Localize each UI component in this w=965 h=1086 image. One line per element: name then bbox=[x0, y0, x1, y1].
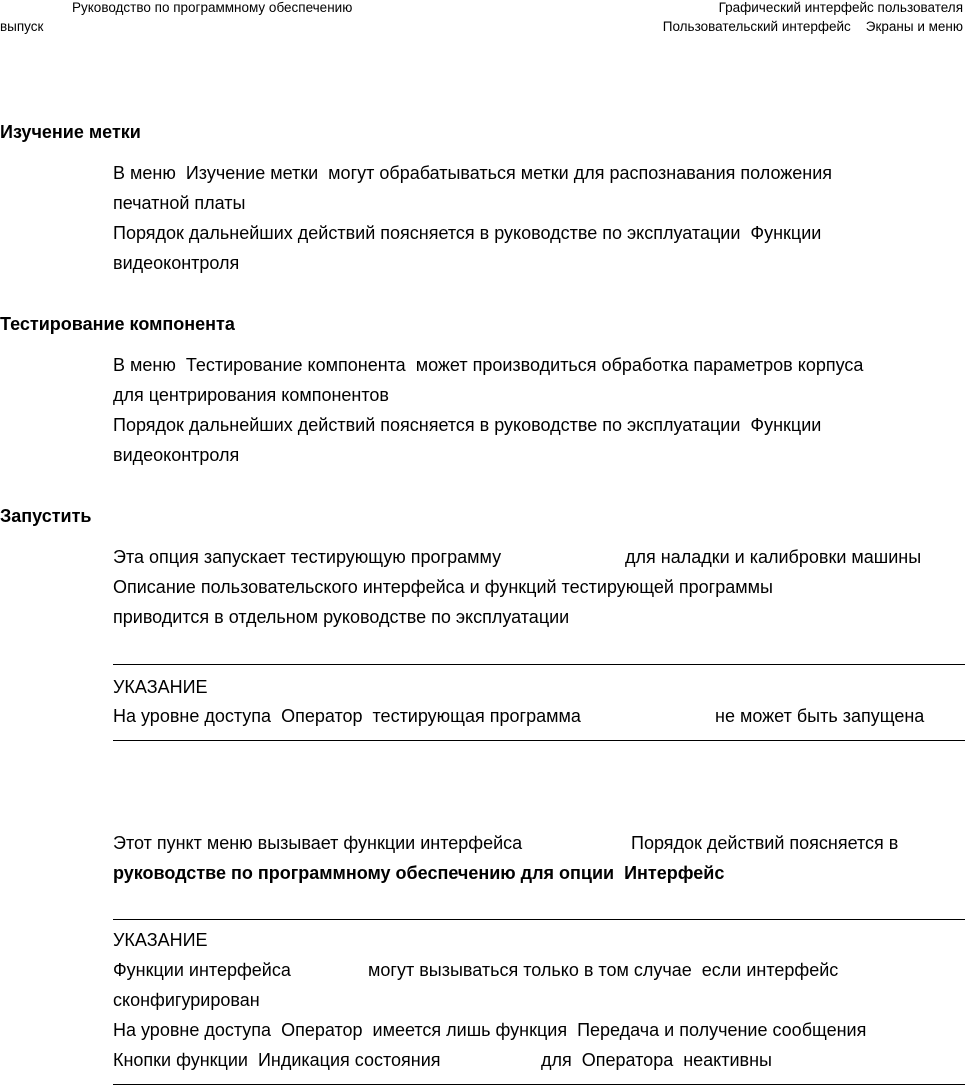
note-label: УКАЗАНИЕ bbox=[113, 930, 208, 950]
paragraph-line: Порядок дальнейших действий поясняется в руководстве по эксплуатации Функции bbox=[113, 415, 822, 435]
paragraph-line: для центрирования компонентов bbox=[113, 385, 389, 405]
note-line: На уровне доступа Оператор тестирующая программа bbox=[113, 706, 581, 726]
paragraph-line: Порядок действий поясняется в bbox=[631, 833, 899, 853]
paragraph-line-bold: руководстве по программному обеспечению для опции Интерфейс bbox=[113, 863, 725, 883]
note-bottom-rule bbox=[113, 1084, 965, 1085]
paragraph-line: В меню Изучение метки могут обрабатываться метки для распознавания положения bbox=[113, 163, 833, 183]
note-line: могут вызываться только в том случае если интерфейс bbox=[368, 960, 839, 980]
header-document-title: Руководство по программному обеспечению bbox=[72, 0, 353, 15]
note-bottom-rule bbox=[113, 740, 965, 741]
paragraph-line: приводится в отдельном руководстве по эксплуатации bbox=[113, 607, 570, 627]
note-line: Кнопки функции Индикация состояния bbox=[113, 1050, 441, 1070]
note-line: сконфигурирован bbox=[113, 990, 260, 1010]
paragraph-line: Описание пользовательского интерфейса и функций тестирующей программы bbox=[113, 577, 773, 597]
note-top-rule bbox=[113, 919, 965, 920]
note-label: УКАЗАНИЕ bbox=[113, 677, 208, 697]
paragraph-line: для наладки и калибровки машины bbox=[625, 547, 922, 567]
note-line: На уровне доступа Оператор имеется лишь функция Передача и получение сообщения bbox=[113, 1020, 867, 1040]
note-line: Функции интерфейса bbox=[113, 960, 291, 980]
note-top-rule bbox=[113, 664, 965, 665]
paragraph-line: видеоконтроля bbox=[113, 445, 240, 465]
note-line: для Оператора неактивны bbox=[541, 1050, 772, 1070]
paragraph-line: В меню Тестирование компонента может производиться обработка параметров корпуса bbox=[113, 355, 864, 375]
section-heading: Изучение метки bbox=[0, 122, 141, 142]
note-line: не может быть запущена bbox=[715, 706, 925, 726]
paragraph-line: печатной платы bbox=[113, 193, 246, 213]
header-section: Пользовательский интерфейс Экраны и меню bbox=[662, 19, 963, 34]
paragraph-line: Эта опция запускает тестирующую программу bbox=[113, 547, 502, 567]
section-heading: Запустить bbox=[0, 506, 92, 526]
paragraph-line: Этот пункт меню вызывает функции интерфейса bbox=[113, 833, 523, 853]
section-heading: Тестирование компонента bbox=[0, 314, 235, 334]
paragraph-line: видеоконтроля bbox=[113, 253, 240, 273]
header-edition: выпуск bbox=[0, 19, 44, 34]
paragraph-line: Порядок дальнейших действий поясняется в руководстве по эксплуатации Функции bbox=[113, 223, 822, 243]
header-chapter: Графический интерфейс пользователя bbox=[718, 0, 963, 15]
